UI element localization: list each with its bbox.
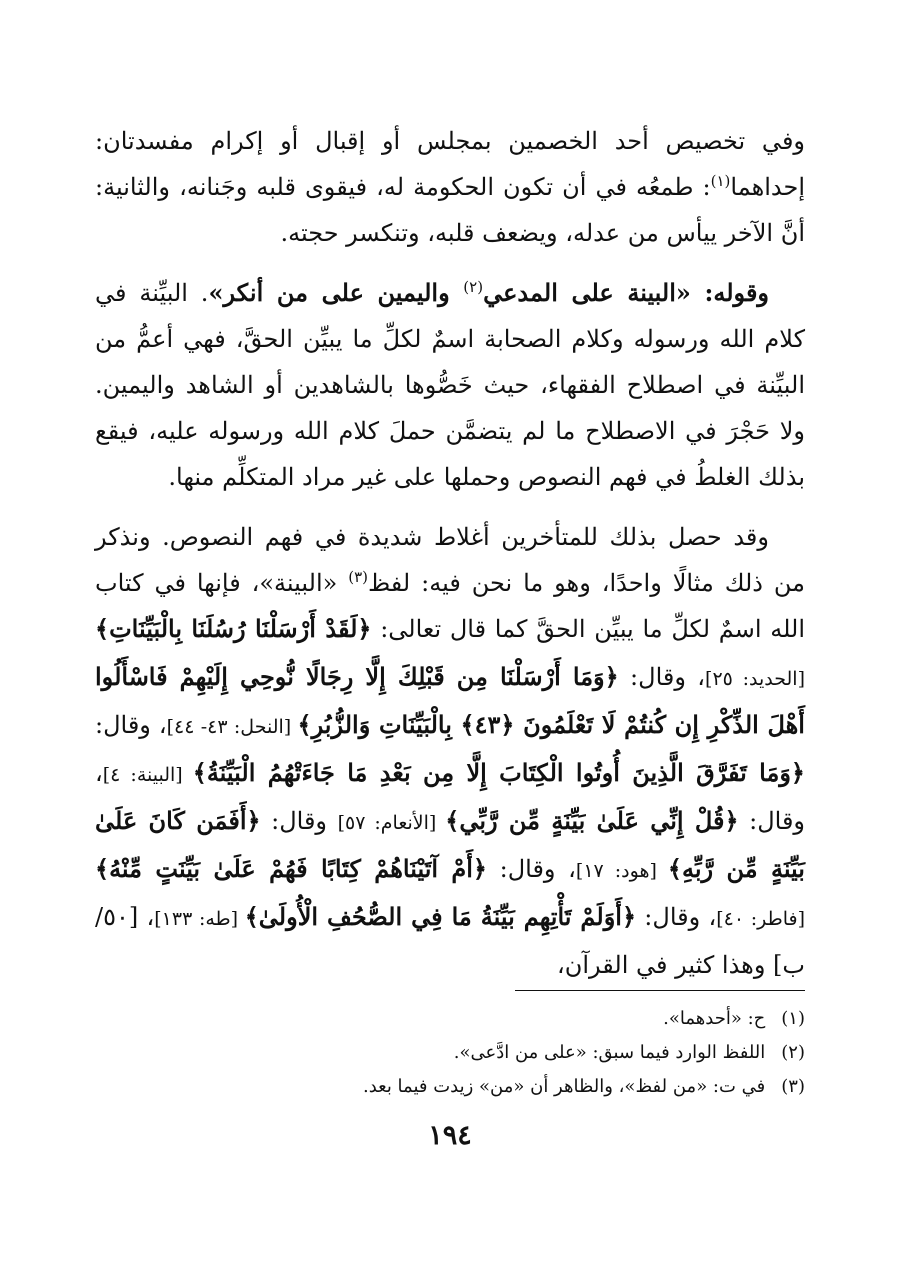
page-number: ١٩٤ [428, 1120, 472, 1151]
p2-text: . البيِّنة في كلام الله ورسوله وكلام الصحابة اسمٌ لكلِّ ما يبيِّن الحقَّ، فهي أعمُّ من البيِّنة في اصطلاح الفقهاء، حيث خَصُّوها بالشاهدين أو الشاهد واليمين. ولا حَجْرَ في الاصطلاح ما لم يتضمَّن حملَ كلام الله ورسوله عليه، فيقع بذلك الغلطُ في فهم النصوص وحملها على غير مراد المتكلِّم منها. [95, 279, 806, 491]
footnote-3 [95, 1070, 805, 1104]
footnote-number: (٣) [781, 1076, 805, 1097]
quran-verse-1: ﴿لَقَدْ أَرْسَلْنَا رُسُلَنَا بِالْبَيِّنَاتِ﴾ [95, 614, 372, 643]
verse-ref-7: [طه: ١٣٣] [154, 908, 245, 930]
p3-text-9: ، [٥٠/ب] وهذا كثير في القرآن، [95, 903, 805, 979]
footnote-ref-3: (٣) [348, 568, 368, 586]
footnote-separator [515, 990, 805, 991]
p3-text-3: ، وقال: [618, 663, 706, 691]
p3-text-8: ، وقال: [636, 903, 717, 931]
quran-verse-3: ﴿وَمَا تَفَرَّقَ الَّذِينَ أُوتُوا الْكِتَابَ إِلَّا مِن بَعْدِ مَا جَاءَتْهُمُ الْبَيِّنَةُ﴾ [192, 758, 805, 787]
verse-ref-1: [الحديد: ٢٥] [705, 668, 805, 690]
p3-text-1: وقد حصل بذلك للمتأخرين أغلاط شديدة في فهم النصوص. ونذكر من ذلك مثالًا واحدًا، وهو ما نحن فيه: لفظ [95, 523, 805, 597]
p3-text-7: ، وقال: [486, 855, 576, 883]
quran-verse-5: ﴿أَفَمَن كَانَ عَلَىٰ بَيِّنَةٍ مِّن رَّبِّهِ﴾ [95, 806, 805, 883]
verse-ref-4: [الأنعام: ٥٧] [337, 812, 446, 834]
quran-verse-6: ﴿أَمْ آتَيْنَاهُمْ كِتَابًا فَهُمْ عَلَىٰ بَيِّنَتٍ مِّنْهُ﴾ [95, 854, 487, 883]
footnote-text: اللفظ الوارد فيما سبق: «على من ادَّعى». [453, 1042, 766, 1063]
p1-text-2: : طمعُه في أن تكون الحكومة له، فيقوى قلبه وجَنانه، والثانية: أنَّ الآخر ييأس من عدله، ويضعف قلبه، وتنكسر حجته. [95, 173, 805, 247]
footnote-2 [95, 1036, 805, 1070]
footnote-ref-1: (١) [710, 172, 731, 190]
verse-ref-5: [هود: ١٧] [575, 860, 668, 882]
p3-text-2: «البينة»، فإنها في كتاب الله اسمٌ لكلِّ ما يبيِّن الحقَّ كما قال تعالى: [95, 569, 806, 643]
footnote-text: في ت: «من لفظ»، والظاهر أن «من» زيدت فيما بعد. [362, 1076, 766, 1097]
p1-text-1: وفي تخصيص أحد الخصمين بمجلس أو إقبال أو إكرام مفسدتان: إحداهما [95, 127, 805, 201]
p3-text-4: ، وقال: [95, 711, 167, 739]
footnote-text: ح: «أحدهما». [663, 1008, 766, 1029]
verse-ref-2: [النحل: ٤٣- ٤٤] [166, 716, 298, 738]
footnote-1 [95, 1002, 805, 1036]
verse-ref-3: [البينة: ٤] [102, 764, 193, 786]
p3-text-5: ، وقال: [95, 759, 806, 835]
footnote-number: (١) [781, 1008, 805, 1029]
quran-verse-2: ﴿وَمَا أَرْسَلْنَا مِن قَبْلِكَ إِلَّا رِجَالًا نُّوحِي إِلَيْهِمْ فَاسْأَلُوا أَهْلَ الذِّكْرِ إِن كُنتُمْ لَا تَعْلَمُونَ ﴿٤٣﴾ بِالْبَيِّنَاتِ وَالزُّبُرِ﴾ [95, 662, 805, 739]
verse-ref-6: [فاطر: ٤٠] [716, 908, 805, 930]
p3-text-6: وقال: [260, 807, 338, 835]
hadith-quote-part-2: واليمين على من أنكر» [208, 278, 464, 307]
quran-verse-4: ﴿قُلْ إِنِّي عَلَىٰ بَيِّنَةٍ مِّن رَّبِّي﴾ [445, 806, 739, 835]
footnote-ref-2: (٢) [463, 278, 484, 296]
main-text [95, 118, 805, 1002]
paragraph-2 [95, 270, 805, 500]
hadith-quote-part-1: وقوله: «البينة على المدعي [483, 278, 770, 307]
quran-verse-7: ﴿أَوَلَمْ تَأْتِهِم بَيِّنَةُ مَا فِي الصُّحُفِ الْأُولَىٰ﴾ [244, 902, 637, 931]
paragraph-3 [95, 514, 805, 988]
footnote-number: (٢) [781, 1042, 805, 1063]
footnotes [95, 1002, 805, 1104]
paragraph-1 [95, 118, 805, 256]
